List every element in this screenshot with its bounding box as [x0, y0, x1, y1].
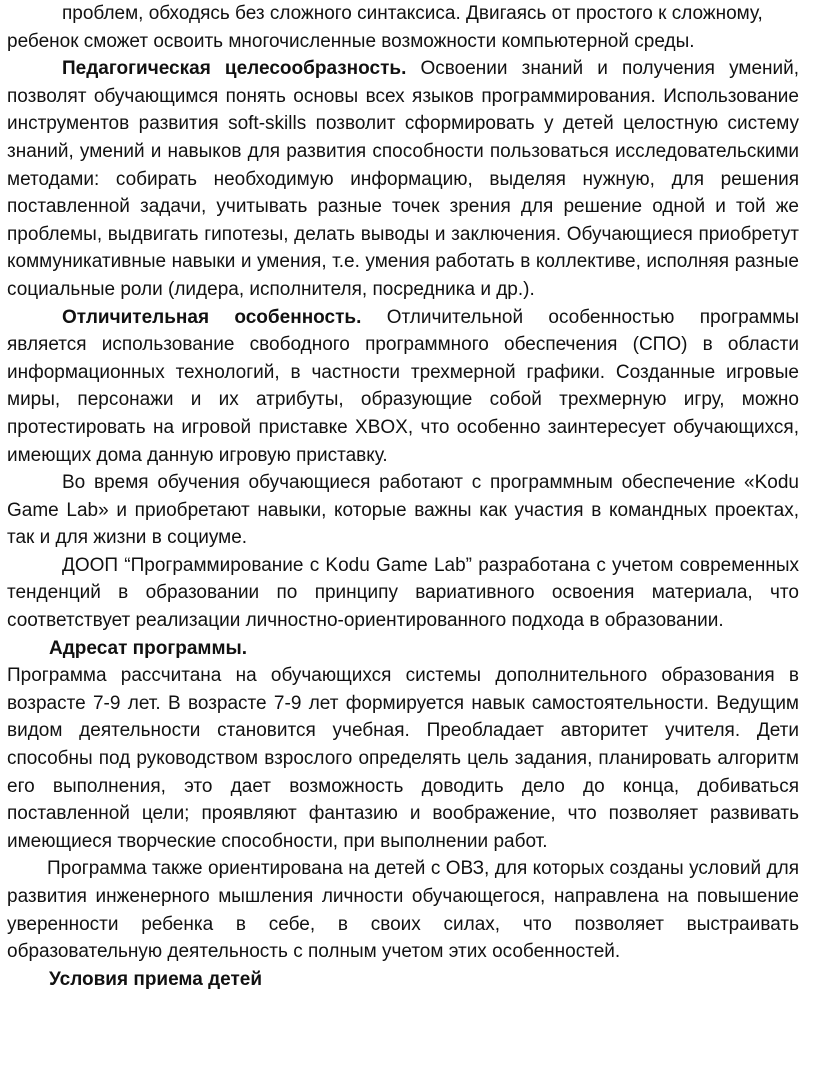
pedagogical-heading: Педагогическая целесообразность.	[62, 58, 407, 80]
continuation-line-2: ребенок сможет освоить многочисленные возможности компьютерной среды.	[7, 30, 695, 52]
doop-paragraph: ДООП “Программирование с Kodu Game Lab” разработана с учетом современных тенденций в образовании по принципу вариативного освоения материала, что соответствует реализации личностно-ориентированного подхода в образовании.	[7, 554, 799, 632]
pedagogical-text: Освоении знаний и получения умений, позволят обучающимся понять основы всех языков программирования. Использование инструментов развития soft-skills позволит сформировать у детей целостную систему знаний, умений и навыков для развития способности пользоваться исследовательскими методами: собирать необходимую информацию, выделяя нужную, для решения поставленной задачи, учитывать разные точек зрения для решение одной и той же проблемы, выдвигать гипотезы, делать выводы и заключения. Обучающиеся приобретут коммуникативные навыки и умения, т.е. умения работать в коллективе, исполняя разные социальные роли (лидера, исполнителя, посредника и др.).	[7, 58, 800, 300]
training-paragraph: Во время обучения обучающиеся работают с программным обеспечение «Kodu Game Lab» и приобретают навыки, которые важны как участия в командных проектах, так и для жизни в социуме.	[7, 472, 799, 549]
distinctive-heading: Отличительная особенность.	[62, 306, 362, 328]
distinctive-text: Отличительной особенностью программы является использование свободного программного обеспечения (СПО) в области информационных технологий, в частности трехмерной графики. Созданные игровые миры, персонажи и их атрибуты, образующие собой трехмерную игру, можно протестировать на игровой приставке XBOX, что особенно заинтересует обучающихся, имеющих дома данную игровую приставку.	[7, 306, 799, 466]
continuation-line-1: проблем, обходясь без сложного синтаксиса. Двигаясь от простого к сложному,	[62, 3, 763, 24]
addressee-heading: Адресат программы.	[49, 637, 248, 659]
pedagogical-paragraph	[7, 55, 799, 303]
document-page	[7, 0, 799, 993]
ovz-paragraph: Программа также ориентирована на детей с ОВЗ, для которых созданы условий для развития инженерного мышления личности обучающегося, направлена на повышение уверенности ребенка в себе, в своих силах, что позволяет выстраивать образовательную деятельность с полным учетом этих особенностей.	[7, 858, 799, 963]
distinctive-paragraph	[7, 304, 799, 470]
addressee-paragraph: Программа рассчитана на обучающихся системы дополнительного образования в возрасте 7-9 лет. В возрасте 7-9 лет формируется навык самостоятельности. Ведущим видом деятельности становится учебная. Преобладает авторитет учителя. Дети способны под руководством взрослого определять цель задания, планировать алгоритм его выполнения, это дает возможность доводить дело до конца, добиваться поставленной цели; проявляют фантазию и воображение, что позволяет развивать имеющиеся творческие способности, при выполнении работ.	[7, 665, 799, 852]
admission-heading: Условия приема детей	[49, 968, 262, 990]
